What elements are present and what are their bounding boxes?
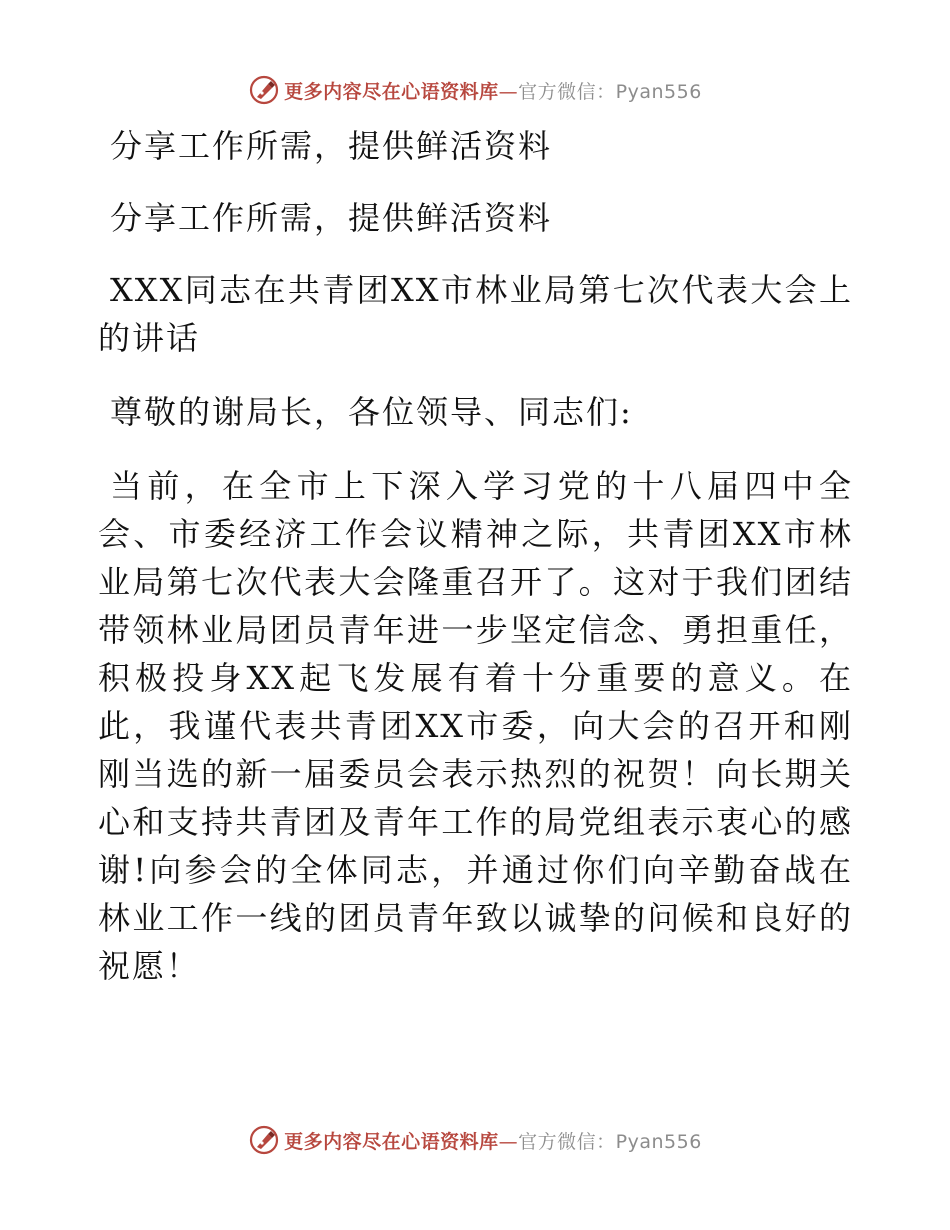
pen-nib-logo-icon	[248, 74, 280, 106]
pen-nib-logo-icon	[248, 1124, 280, 1156]
banner-contact-text: 官方微信：Pyan556	[518, 1130, 702, 1153]
speech-title: XXX同志在共青团XX市林业局第七次代表大会上的讲话	[98, 271, 853, 357]
banner-dash: —	[498, 80, 519, 103]
banner-brand-text: 更多内容尽在心语资料库	[284, 1130, 499, 1153]
body-paragraph: 当前，在全市上下深入学习党的十八届四中全会、市委经济工作会议精神之际，共青团XX市林业局第七次代表大会隆重召开了。这对于我们团结带领林业局团员青年进一步坚定信念、勇担重任，积极投身XX起飞发展有着十分重要的意义。在此，我谨代表共青团XX市委，向大会的召开和刚刚当选的新一届委员会表示热烈的祝贺！向长期关心和支持共青团及青年工作的局党组表示衷心的感谢!向参会的全体同志，并通过你们向辛勤奋战在林业工作一线的团员青年致以诚挚的问候和良好的祝愿！	[98, 467, 853, 985]
document-body	[98, 122, 853, 990]
banner-contact-text: 官方微信：Pyan556	[518, 80, 702, 103]
footer-banner	[0, 1120, 950, 1160]
banner-brand-text: 更多内容尽在心语资料库	[284, 80, 499, 103]
tagline-line-2: 分享工作所需，提供鲜活资料	[110, 199, 553, 237]
tagline-line-1: 分享工作所需，提供鲜活资料	[110, 127, 553, 165]
banner-text	[284, 77, 702, 104]
salutation: 尊敬的谢局长，各位领导、同志们:	[110, 393, 633, 431]
banner-text	[284, 1127, 702, 1154]
banner-dash: —	[498, 1130, 519, 1153]
header-banner	[0, 70, 950, 110]
